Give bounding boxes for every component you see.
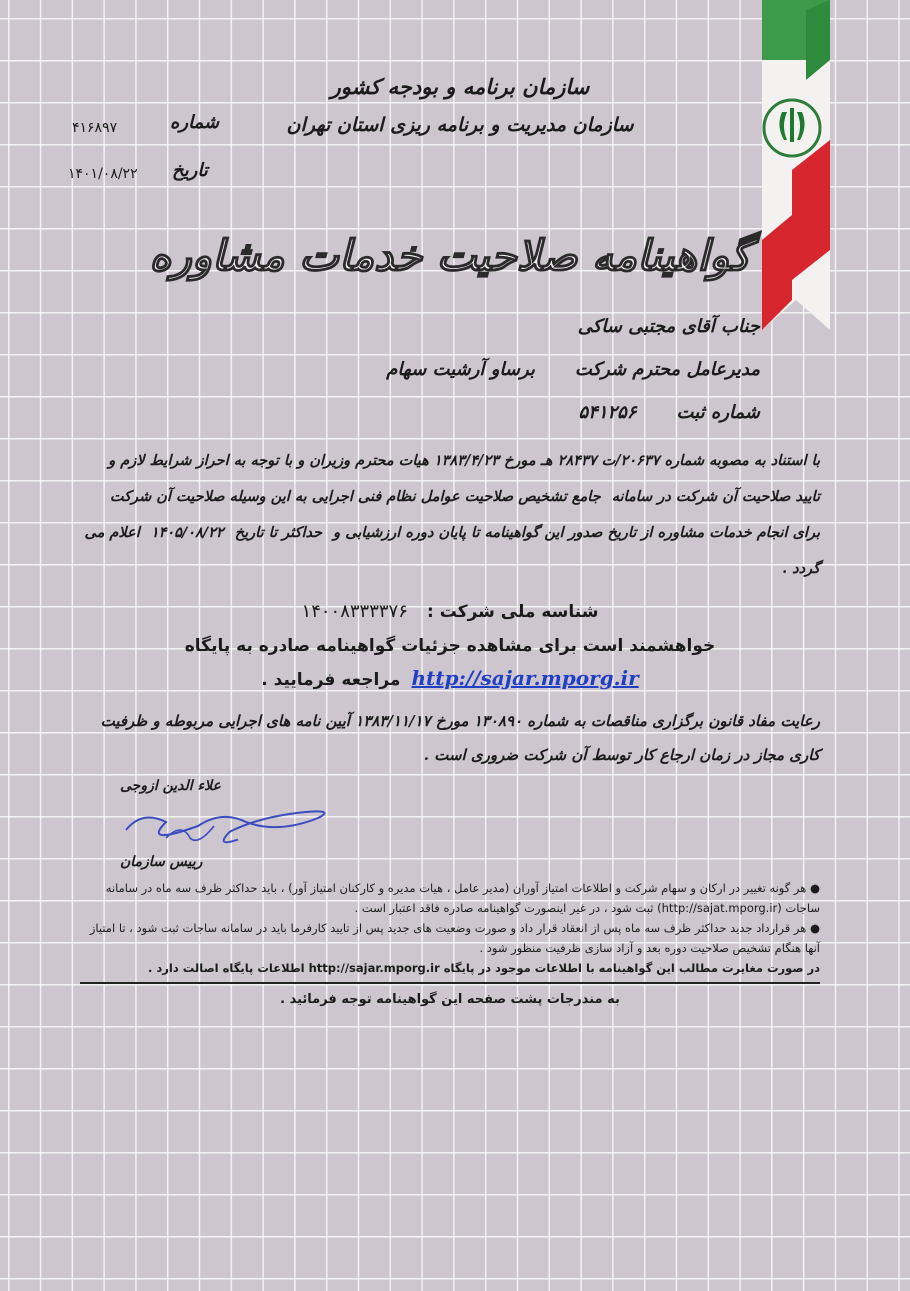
sajar-link[interactable]: http://sajar.mporg.ir [411, 666, 639, 690]
registration-row [80, 402, 820, 423]
registration-label: شماره ثبت [676, 402, 760, 423]
registration-value: ۵۴۱۲۵۶ [578, 402, 637, 423]
back-page-note: به مندرجات پشت صفحه این گواهینامه توجه فرمائید . [280, 992, 620, 1007]
compliance-line-2: در زمان ارجاع کار توسط آن شرکت ضروری است . [423, 746, 750, 764]
iran-emblem-icon [779, 108, 804, 142]
signature-block [80, 778, 820, 874]
role-label: مدیرعامل محترم شرکت [574, 359, 760, 380]
date-label: تاریخ [172, 160, 208, 181]
body-paragraph-line-2: جامع تشخیص صلاحیت عوامل نظام فنی اجرایی به این وسیله صلاحیت آن شرکت برای انجام خدمات مشاوره از تاریخ صدور این گواهینامه تا پایان دوره ارزشیابی و [109, 488, 820, 541]
signatory-title: رییس سازمان [120, 854, 203, 870]
number-value: ۴۱۶۸۹۷ [72, 120, 118, 136]
signatory-name: علاء الدین ازوجی [120, 778, 221, 794]
divider [80, 982, 820, 984]
org-line-1: سازمان برنامه و بودجه کشور [330, 74, 590, 99]
national-id-row [80, 601, 820, 622]
visit-instruction: خواهشمند است برای مشاهده جزئیات گواهینامه صادره به پایگاه [184, 636, 716, 656]
discrepancy-note: در صورت مغایرت مطالب این گواهینامه با اطلاعات موجود در پایگاه http://sajar.mporg.ir اطلاعات پایگاه اصالت دارد . [148, 961, 820, 975]
salutation: جناب آقای مجتبی ساکی [577, 316, 760, 337]
signature [90, 798, 370, 854]
date-value: ۱۴۰۱/۰۸/۲۲ [68, 166, 138, 182]
body-deadline-date: ۱۴۰۵/۰۸/۲۲ [150, 525, 224, 541]
salutation-row [80, 316, 820, 337]
visit-instruction-end: مراجعه فرمایید . [261, 670, 401, 690]
visit-row [80, 666, 820, 690]
org-line-2: سازمان مدیریت و برنامه ریزی استان تهران [286, 114, 634, 136]
company-name: برساو آرشیت سهام [386, 359, 535, 380]
body-paragraph-line-1: با استناد به مصوبه شماره ۲۰۶۳۷/ت ۲۸۴۳۷ هـ مورخ ۱۳۸۳/۴/۲۳ هیات محترم وزیران و با توجه به احراز شرایط لازم و تایید صلاحیت آن شرکت در سامانه [108, 452, 820, 505]
national-id-label: شناسه ملی شرکت : [426, 602, 599, 622]
note-text: هر قرارداد جدید حداکثر ظرف سه ماه پس از انعقاد قرار داد و صورت وضعیت های جدید پس از تایید کارفرما باید در سامانه ساجات ثبت شود ، تا امتیاز آنها هنگام تشخیص صلاحیت دوره بعد و آزاد سازی ظرفیت منظور شود . [89, 921, 820, 955]
note-item: ● هر قرارداد جدید حداکثر ظرف سه ماه پس از انعقاد قرار داد و صورت وضعیت های جدید پس از تایید کارفرما باید در سامانه ساجات ثبت شود ، تا امتیاز آنها هنگام تشخیص صلاحیت دوره بعد و آزاد سازی ظرفیت منظور شود . [89, 921, 820, 955]
certificate-title: گواهینامه صلاحیت خدمات مشاوره [149, 231, 751, 280]
notes-section [80, 878, 820, 978]
note-text: هر گونه تغییر در ارکان و سهام شرکت و اطلاعات امتیاز آوران (مدیر عامل ، هیات مدیره و کارکنان امتیاز آور) ، باید حداکثر ظرف سه ماه در سامانه ساجات (http://sajat.mporg.ir) ثبت شود ، در غیر اینصورت گواهینامه صادره فاقد اعتبار است . [105, 881, 820, 915]
body-deadline-suffix: اعلام می گردد . [84, 524, 820, 577]
company-row [80, 359, 820, 380]
note-item: ● هر گونه تغییر در ارکان و سهام شرکت و اطلاعات امتیاز آوران (مدیر عامل ، هیات مدیره و کارکنان امتیاز آور) ، باید حداکثر ظرف سه ماه در سامانه ساجات (http://sajat.mporg.ir) ثبت شود ، در غیر اینصورت گواهینامه صادره فاقد اعتبار است . [105, 881, 820, 915]
certificate-body [80, 226, 820, 1007]
body-paragraph [80, 443, 820, 587]
number-label: شماره [170, 112, 220, 133]
compliance-paragraph [80, 704, 820, 772]
body-deadline-prefix: حداکثر تا تاریخ [234, 524, 323, 541]
national-id-value: ۱۴۰۰۸۳۳۳۳۷۶ [301, 601, 408, 622]
compliance-line-1: رعایت مفاد قانون برگزاری مناقصات به شماره ۱۳۰۸۹۰ مورخ ۱۳۸۳/۱۱/۱۷ آیین نامه های اجرایی مربوطه و ظرفیت کاری مجاز [100, 712, 820, 764]
